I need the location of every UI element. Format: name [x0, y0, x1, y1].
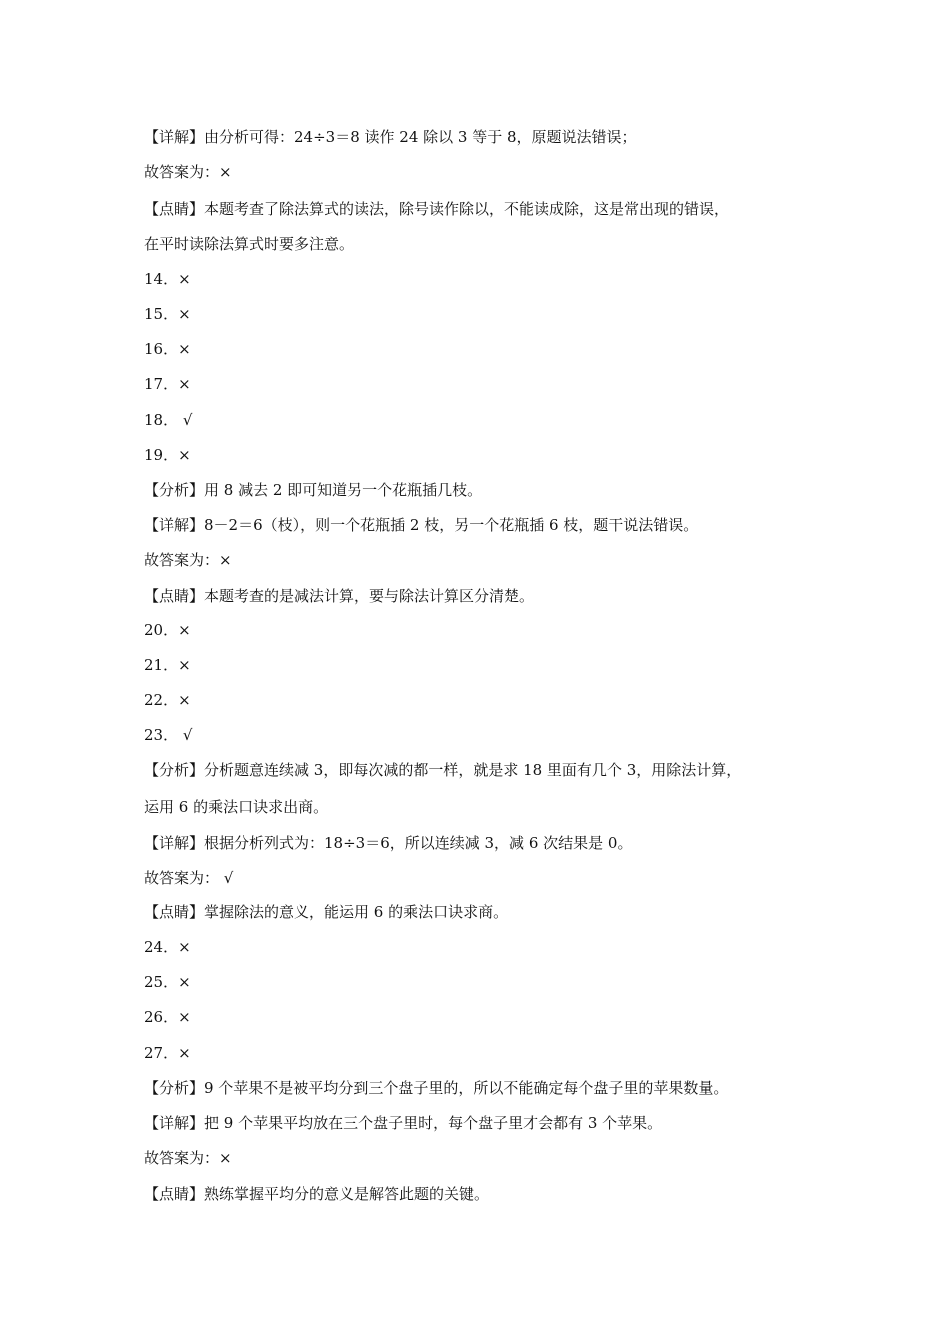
analysis-paragraph-line: 运用 6 的乘法口诀求出商。 — [144, 798, 329, 816]
answer-line: 故答案为：× — [144, 1149, 232, 1167]
comment-paragraph-line: 【点睛】本题考查的是减法计算，要与除法计算区分清楚。 — [144, 587, 535, 605]
answer-item: 27．× — [144, 1044, 191, 1062]
detail-paragraph-line: 【详解】根据分析列式为：18÷3＝6，所以连续减 3，减 6 次结果是 0。 — [144, 834, 633, 852]
answer-item: 17．× — [144, 375, 191, 393]
answer-item: 23． √ — [144, 726, 193, 744]
answer-item: 20．× — [144, 621, 191, 639]
analysis-paragraph-line: 【分析】用 8 减去 2 即可知道另一个花瓶插几枝。 — [144, 481, 483, 499]
analysis-paragraph-line: 【分析】9 个苹果不是被平均分到三个盘子里的，所以不能确定每个盘子里的苹果数量。 — [144, 1079, 729, 1097]
analysis-paragraph-line: 【分析】分析题意连续减 3，即每次减的都一样，就是求 18 里面有几个 3，用除法计算， — [144, 761, 742, 779]
answer-item: 18． √ — [144, 411, 193, 429]
detail-paragraph-line: 【详解】8－2＝6（枝），则一个花瓶插 2 枝，另一个花瓶插 6 枝，题干说法错误。 — [144, 516, 699, 534]
answer-line: 故答案为： √ — [144, 869, 234, 887]
answer-item: 15．× — [144, 305, 191, 323]
answer-item: 14．× — [144, 270, 191, 288]
comment-paragraph-line: 在平时读除法算式时要多注意。 — [144, 235, 355, 253]
answer-item: 19．× — [144, 446, 191, 464]
detail-paragraph-line: 【详解】由分析可得：24÷3＝8 读作 24 除以 3 等于 8，原题说法错误； — [144, 128, 637, 146]
answer-item: 16．× — [144, 340, 191, 358]
answer-item: 21．× — [144, 656, 191, 674]
answer-item: 26．× — [144, 1008, 191, 1026]
comment-paragraph-line: 【点睛】掌握除法的意义，能运用 6 的乘法口诀求商。 — [144, 903, 509, 921]
answer-line: 故答案为：× — [144, 551, 232, 569]
comment-paragraph-line: 【点睛】熟练掌握平均分的意义是解答此题的关键。 — [144, 1185, 490, 1203]
detail-paragraph-line: 【详解】把 9 个苹果平均放在三个盘子里时，每个盘子里才会都有 3 个苹果。 — [144, 1114, 663, 1132]
comment-paragraph-line: 【点睛】本题考查了除法算式的读法，除号读作除以，不能读成除，这是常出现的错误， — [144, 200, 730, 218]
answer-line: 故答案为：× — [144, 163, 232, 181]
answer-item: 25．× — [144, 973, 191, 991]
answer-item: 22．× — [144, 691, 191, 709]
answer-item: 24．× — [144, 938, 191, 956]
